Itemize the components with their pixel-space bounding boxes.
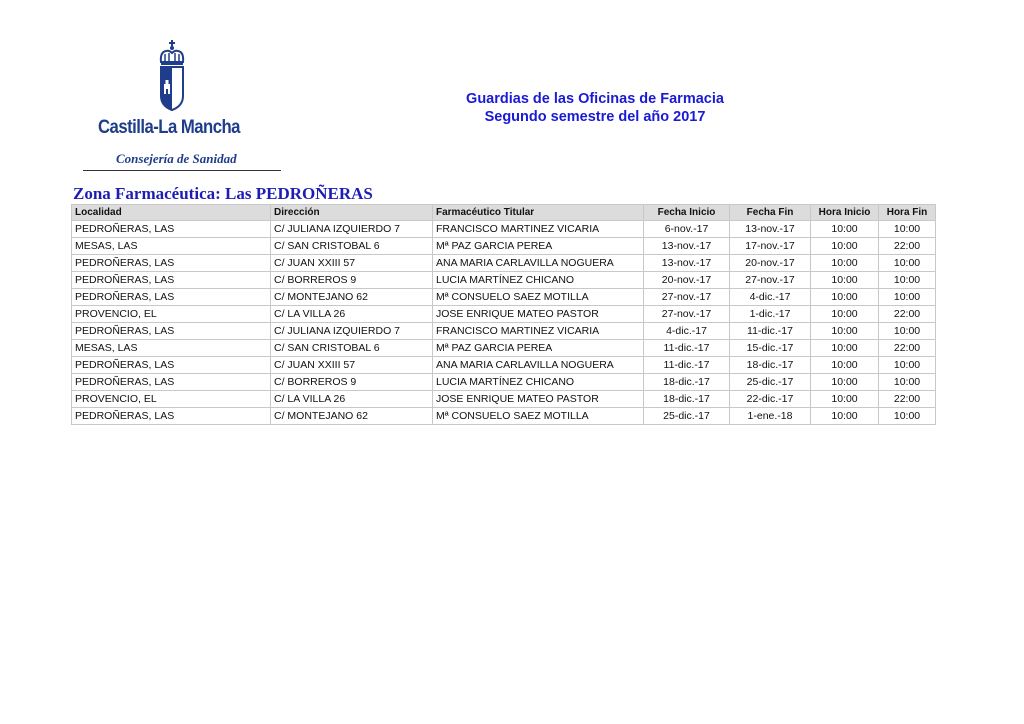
table-row [72, 374, 936, 391]
cell-hora-inicio: 10:00 [811, 221, 879, 238]
cell-hora-fin: 10:00 [879, 357, 936, 374]
cell-fecha-fin: 22-dic.-17 [730, 391, 811, 408]
cell-direccion: C/ MONTEJANO 62 [271, 289, 433, 306]
table-row [72, 255, 936, 272]
cell-fecha-fin: 13-nov.-17 [730, 221, 811, 238]
cell-localidad: PEDROÑERAS, LAS [72, 221, 271, 238]
table-row [72, 340, 936, 357]
cell-hora-fin: 22:00 [879, 391, 936, 408]
cell-localidad: PEDROÑERAS, LAS [72, 323, 271, 340]
cell-farmaceutico: JOSE ENRIQUE MATEO PASTOR [433, 306, 644, 323]
cell-localidad: PROVENCIO, EL [72, 306, 271, 323]
cell-direccion: C/ LA VILLA 26 [271, 306, 433, 323]
cell-localidad: PEDROÑERAS, LAS [72, 272, 271, 289]
cell-fecha-fin: 25-dic.-17 [730, 374, 811, 391]
cell-farmaceutico: LUCIA MARTÍNEZ CHICANO [433, 272, 644, 289]
cell-fecha-fin: 1-ene.-18 [730, 408, 811, 425]
cell-fecha-inicio: 27-nov.-17 [644, 306, 730, 323]
cell-hora-fin: 10:00 [879, 323, 936, 340]
zone-heading: Zona Farmacéutica: Las PEDROÑERAS [73, 184, 373, 203]
cell-farmaceutico: Mª CONSUELO SAEZ MOTILLA [433, 289, 644, 306]
cell-fecha-inicio: 11-dic.-17 [644, 357, 730, 374]
cell-fecha-fin: 4-dic.-17 [730, 289, 811, 306]
cell-localidad: PEDROÑERAS, LAS [72, 357, 271, 374]
cell-hora-inicio: 10:00 [811, 340, 879, 357]
logo-divider [83, 170, 281, 171]
cell-fecha-inicio: 25-dic.-17 [644, 408, 730, 425]
header-hora-fin: Hora Fin [879, 205, 936, 221]
cell-direccion: C/ LA VILLA 26 [271, 391, 433, 408]
cell-hora-fin: 10:00 [879, 374, 936, 391]
cell-direccion: C/ BORREROS 9 [271, 272, 433, 289]
cell-localidad: MESAS, LAS [72, 340, 271, 357]
header-hora-inicio: Hora Inicio [811, 205, 879, 221]
coat-of-arms-icon [159, 40, 185, 112]
cell-fecha-fin: 11-dic.-17 [730, 323, 811, 340]
header-farmaceutico: Farmacéutico Titular [433, 205, 644, 221]
table-row [72, 391, 936, 408]
header-fecha-fin: Fecha Fin [730, 205, 811, 221]
cell-hora-fin: 22:00 [879, 306, 936, 323]
cell-hora-fin: 10:00 [879, 255, 936, 272]
cell-farmaceutico: FRANCISCO MARTINEZ VICARIA [433, 221, 644, 238]
table-row [72, 306, 936, 323]
cell-fecha-fin: 1-dic.-17 [730, 306, 811, 323]
table-row [72, 289, 936, 306]
cell-farmaceutico: Mª PAZ GARCIA PEREA [433, 340, 644, 357]
cell-fecha-inicio: 13-nov.-17 [644, 255, 730, 272]
cell-fecha-inicio: 4-dic.-17 [644, 323, 730, 340]
cell-direccion: C/ JULIANA IZQUIERDO 7 [271, 221, 433, 238]
cell-localidad: PROVENCIO, EL [72, 391, 271, 408]
cell-hora-fin: 10:00 [879, 221, 936, 238]
organization-name: Castilla-La Mancha [98, 117, 240, 138]
table-row [72, 221, 936, 238]
cell-localidad: PEDROÑERAS, LAS [72, 289, 271, 306]
cell-direccion: C/ MONTEJANO 62 [271, 408, 433, 425]
title-line-2: Segundo semestre del año 2017 [484, 109, 706, 125]
cell-hora-inicio: 10:00 [811, 255, 879, 272]
cell-fecha-inicio: 13-nov.-17 [644, 238, 730, 255]
cell-fecha-inicio: 20-nov.-17 [644, 272, 730, 289]
cell-hora-fin: 10:00 [879, 408, 936, 425]
cell-hora-inicio: 10:00 [811, 272, 879, 289]
table-row [72, 238, 936, 255]
cell-farmaceutico: Mª PAZ GARCIA PEREA [433, 238, 644, 255]
cell-hora-inicio: 10:00 [811, 374, 879, 391]
cell-hora-inicio: 10:00 [811, 323, 879, 340]
header-localidad: Localidad [72, 205, 271, 221]
cell-hora-inicio: 10:00 [811, 391, 879, 408]
table-header-row [72, 205, 936, 221]
department-name: Consejería de Sanidad [116, 151, 237, 166]
table-row [72, 323, 936, 340]
cell-hora-inicio: 10:00 [811, 238, 879, 255]
cell-fecha-inicio: 27-nov.-17 [644, 289, 730, 306]
table-row [72, 357, 936, 374]
cell-farmaceutico: LUCIA MARTÍNEZ CHICANO [433, 374, 644, 391]
table-row [72, 408, 936, 425]
cell-farmaceutico: JOSE ENRIQUE MATEO PASTOR [433, 391, 644, 408]
cell-fecha-fin: 18-dic.-17 [730, 357, 811, 374]
cell-localidad: PEDROÑERAS, LAS [72, 408, 271, 425]
pharmacy-duty-table [71, 204, 936, 425]
cell-direccion: C/ BORREROS 9 [271, 374, 433, 391]
header-fecha-inicio: Fecha Inicio [644, 205, 730, 221]
table-row [72, 272, 936, 289]
title-line-1: Guardias de las Oficinas de Farmacia [466, 91, 724, 107]
cell-direccion: C/ JUAN XXIII 57 [271, 255, 433, 272]
cell-fecha-fin: 27-nov.-17 [730, 272, 811, 289]
cell-fecha-fin: 20-nov.-17 [730, 255, 811, 272]
cell-direccion: C/ SAN CRISTOBAL 6 [271, 340, 433, 357]
cell-hora-fin: 10:00 [879, 272, 936, 289]
cell-fecha-fin: 15-dic.-17 [730, 340, 811, 357]
cell-farmaceutico: ANA MARIA CARLAVILLA NOGUERA [433, 255, 644, 272]
cell-hora-inicio: 10:00 [811, 357, 879, 374]
cell-direccion: C/ SAN CRISTOBAL 6 [271, 238, 433, 255]
cell-hora-inicio: 10:00 [811, 289, 879, 306]
cell-hora-fin: 10:00 [879, 289, 936, 306]
cell-hora-inicio: 10:00 [811, 306, 879, 323]
cell-direccion: C/ JULIANA IZQUIERDO 7 [271, 323, 433, 340]
cell-hora-inicio: 10:00 [811, 408, 879, 425]
cell-fecha-inicio: 6-nov.-17 [644, 221, 730, 238]
cell-direccion: C/ JUAN XXIII 57 [271, 357, 433, 374]
cell-hora-fin: 22:00 [879, 238, 936, 255]
cell-localidad: MESAS, LAS [72, 238, 271, 255]
cell-fecha-inicio: 18-dic.-17 [644, 374, 730, 391]
cell-hora-fin: 22:00 [879, 340, 936, 357]
cell-localidad: PEDROÑERAS, LAS [72, 374, 271, 391]
cell-fecha-inicio: 11-dic.-17 [644, 340, 730, 357]
cell-localidad: PEDROÑERAS, LAS [72, 255, 271, 272]
cell-fecha-inicio: 18-dic.-17 [644, 391, 730, 408]
cell-farmaceutico: Mª CONSUELO SAEZ MOTILLA [433, 408, 644, 425]
cell-farmaceutico: FRANCISCO MARTINEZ VICARIA [433, 323, 644, 340]
cell-fecha-fin: 17-nov.-17 [730, 238, 811, 255]
logo [70, 38, 270, 178]
header-direccion: Dirección [271, 205, 433, 221]
cell-farmaceutico: ANA MARIA CARLAVILLA NOGUERA [433, 357, 644, 374]
document-title [420, 90, 770, 126]
